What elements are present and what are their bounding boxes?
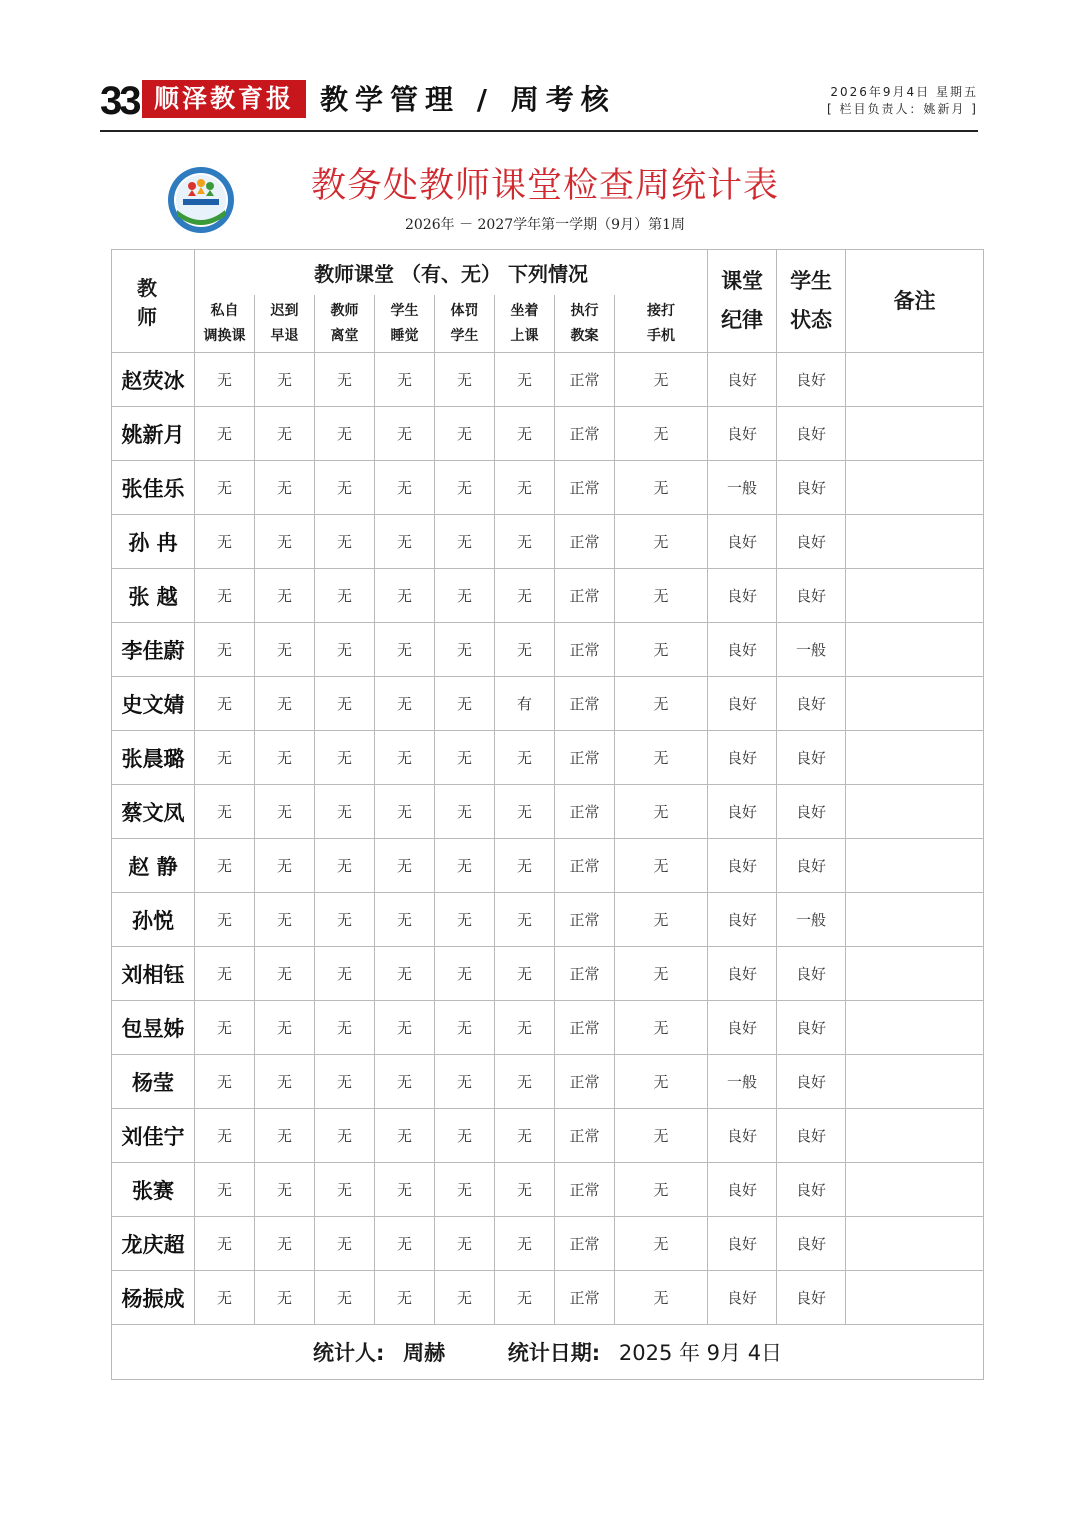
condition-cell: 正常 bbox=[555, 731, 615, 785]
table-row bbox=[112, 731, 984, 785]
condition-cell: 无 bbox=[435, 677, 495, 731]
condition-cell: 无 bbox=[255, 947, 315, 1001]
condition-cell: 无 bbox=[495, 407, 555, 461]
condition-cell: 无 bbox=[375, 1055, 435, 1109]
remarks-cell bbox=[846, 731, 984, 785]
condition-cell: 无 bbox=[435, 1163, 495, 1217]
condition-cell: 无 bbox=[495, 623, 555, 677]
column-editor: [ 栏目负责人：姚新月 ] bbox=[827, 102, 978, 116]
subheader-cell: 教师 离堂 bbox=[315, 295, 375, 353]
condition-cell: 无 bbox=[495, 1109, 555, 1163]
teacher-name: 杨莹 bbox=[112, 1055, 195, 1109]
condition-cell: 无 bbox=[375, 623, 435, 677]
condition-cell: 无 bbox=[435, 461, 495, 515]
condition-cell: 无 bbox=[435, 947, 495, 1001]
header-teacher: 教 师 bbox=[112, 250, 195, 353]
condition-cell: 无 bbox=[375, 1001, 435, 1055]
status-cell: 良好 bbox=[777, 461, 846, 515]
condition-cell: 正常 bbox=[555, 1055, 615, 1109]
discipline-cell: 良好 bbox=[708, 1217, 777, 1271]
condition-cell: 无 bbox=[195, 731, 255, 785]
table-row bbox=[112, 1271, 984, 1325]
condition-cell: 无 bbox=[255, 1055, 315, 1109]
condition-cell: 正常 bbox=[555, 1163, 615, 1217]
issue-info bbox=[827, 84, 978, 118]
table-row bbox=[112, 839, 984, 893]
condition-cell: 无 bbox=[615, 677, 708, 731]
condition-cell: 无 bbox=[615, 1271, 708, 1325]
remarks-cell bbox=[846, 947, 984, 1001]
condition-cell: 无 bbox=[615, 1001, 708, 1055]
condition-cell: 无 bbox=[375, 1217, 435, 1271]
teacher-name: 刘佳宁 bbox=[112, 1109, 195, 1163]
condition-cell: 正常 bbox=[555, 677, 615, 731]
condition-cell: 无 bbox=[375, 785, 435, 839]
condition-cell: 无 bbox=[495, 515, 555, 569]
teacher-name: 张佳乐 bbox=[112, 461, 195, 515]
condition-cell: 无 bbox=[435, 839, 495, 893]
status-cell: 良好 bbox=[777, 677, 846, 731]
subheader-cell: 体罚 学生 bbox=[435, 295, 495, 353]
condition-cell: 无 bbox=[255, 893, 315, 947]
condition-cell: 无 bbox=[255, 1217, 315, 1271]
condition-cell: 无 bbox=[195, 839, 255, 893]
status-cell: 良好 bbox=[777, 1217, 846, 1271]
newspaper-brand: 顺泽教育报 bbox=[142, 80, 306, 118]
condition-cell: 无 bbox=[255, 407, 315, 461]
condition-cell: 无 bbox=[615, 947, 708, 1001]
teacher-name: 李佳蔚 bbox=[112, 623, 195, 677]
page-number: 33 bbox=[100, 79, 139, 123]
condition-cell: 无 bbox=[255, 569, 315, 623]
remarks-cell bbox=[846, 461, 984, 515]
document-subtitle: 2026年 － 2027学年第一学期（9月）第1周 bbox=[405, 217, 685, 233]
condition-cell: 无 bbox=[375, 731, 435, 785]
table-footer bbox=[112, 1325, 984, 1380]
status-cell: 良好 bbox=[777, 1163, 846, 1217]
condition-cell: 无 bbox=[495, 839, 555, 893]
condition-cell: 无 bbox=[255, 839, 315, 893]
document-title: 教务处教师课堂检查周统计表 bbox=[310, 166, 779, 206]
discipline-cell: 一般 bbox=[708, 1055, 777, 1109]
condition-cell: 无 bbox=[495, 461, 555, 515]
condition-cell: 无 bbox=[615, 1055, 708, 1109]
remarks-cell bbox=[846, 1163, 984, 1217]
teacher-name: 赵荧冰 bbox=[112, 353, 195, 407]
condition-cell: 无 bbox=[615, 623, 708, 677]
condition-cell: 无 bbox=[195, 1163, 255, 1217]
condition-cell: 正常 bbox=[555, 839, 615, 893]
condition-cell: 无 bbox=[615, 569, 708, 623]
condition-cell: 无 bbox=[255, 1001, 315, 1055]
condition-cell: 无 bbox=[495, 893, 555, 947]
condition-cell: 正常 bbox=[555, 1109, 615, 1163]
condition-cell: 无 bbox=[615, 839, 708, 893]
teacher-name: 龙庆超 bbox=[112, 1217, 195, 1271]
condition-cell: 无 bbox=[615, 893, 708, 947]
discipline-cell: 良好 bbox=[708, 1163, 777, 1217]
teacher-name: 姚新月 bbox=[112, 407, 195, 461]
condition-cell: 有 bbox=[495, 677, 555, 731]
condition-cell: 无 bbox=[195, 785, 255, 839]
remarks-cell bbox=[846, 353, 984, 407]
condition-cell: 无 bbox=[315, 1271, 375, 1325]
status-cell: 良好 bbox=[777, 731, 846, 785]
discipline-cell: 良好 bbox=[708, 731, 777, 785]
table-row bbox=[112, 893, 984, 947]
condition-cell: 无 bbox=[375, 1163, 435, 1217]
condition-cell: 无 bbox=[255, 1109, 315, 1163]
subheader-cell: 私自 调换课 bbox=[195, 295, 255, 353]
condition-cell: 无 bbox=[435, 515, 495, 569]
subheader-cell: 执行 教案 bbox=[555, 295, 615, 353]
discipline-cell: 良好 bbox=[708, 623, 777, 677]
condition-cell: 正常 bbox=[555, 785, 615, 839]
subheader-cell: 学生 睡觉 bbox=[375, 295, 435, 353]
condition-cell: 无 bbox=[255, 623, 315, 677]
subheader-cell: 迟到 早退 bbox=[255, 295, 315, 353]
status-cell: 一般 bbox=[777, 623, 846, 677]
condition-cell: 无 bbox=[315, 677, 375, 731]
subheader-cell: 接打 手机 bbox=[615, 295, 708, 353]
condition-cell: 无 bbox=[495, 1217, 555, 1271]
status-cell: 良好 bbox=[777, 785, 846, 839]
condition-cell: 无 bbox=[375, 893, 435, 947]
remarks-cell bbox=[846, 1271, 984, 1325]
discipline-cell: 良好 bbox=[708, 1109, 777, 1163]
stat-person-label: 统计人: bbox=[312, 1341, 385, 1365]
condition-cell: 无 bbox=[255, 1271, 315, 1325]
condition-cell: 无 bbox=[315, 947, 375, 1001]
condition-cell: 无 bbox=[195, 515, 255, 569]
remarks-cell bbox=[846, 407, 984, 461]
condition-cell: 无 bbox=[495, 785, 555, 839]
section-title: 教学管理 / 周考核 bbox=[320, 83, 616, 116]
condition-cell: 无 bbox=[195, 947, 255, 1001]
condition-cell: 无 bbox=[615, 515, 708, 569]
status-cell: 一般 bbox=[777, 893, 846, 947]
condition-cell: 无 bbox=[195, 461, 255, 515]
stat-date-value: 2025 年 9月 4日 bbox=[618, 1341, 783, 1365]
status-cell: 良好 bbox=[777, 1055, 846, 1109]
teacher-name: 张晨璐 bbox=[112, 731, 195, 785]
condition-cell: 无 bbox=[615, 461, 708, 515]
condition-cell: 无 bbox=[195, 1109, 255, 1163]
condition-cell: 无 bbox=[435, 893, 495, 947]
condition-cell: 无 bbox=[195, 407, 255, 461]
table-body bbox=[112, 353, 984, 1325]
remarks-cell bbox=[846, 1001, 984, 1055]
condition-cell: 正常 bbox=[555, 893, 615, 947]
stat-person-name: 周赫 bbox=[403, 1341, 446, 1365]
discipline-cell: 良好 bbox=[708, 515, 777, 569]
remarks-cell bbox=[846, 785, 984, 839]
condition-cell: 无 bbox=[375, 407, 435, 461]
condition-cell: 正常 bbox=[555, 1271, 615, 1325]
status-cell: 良好 bbox=[777, 353, 846, 407]
condition-cell: 无 bbox=[435, 1001, 495, 1055]
condition-cell: 无 bbox=[435, 785, 495, 839]
condition-cell: 无 bbox=[435, 353, 495, 407]
condition-cell: 无 bbox=[315, 515, 375, 569]
condition-cell: 无 bbox=[375, 1109, 435, 1163]
condition-cell: 无 bbox=[315, 1055, 375, 1109]
remarks-cell bbox=[846, 515, 984, 569]
remarks-cell bbox=[846, 1055, 984, 1109]
teacher-name: 杨振成 bbox=[112, 1271, 195, 1325]
table-row bbox=[112, 1109, 984, 1163]
condition-cell: 无 bbox=[435, 731, 495, 785]
classroom-inspection-table bbox=[111, 249, 984, 1380]
condition-cell: 无 bbox=[375, 839, 435, 893]
condition-cell: 无 bbox=[315, 569, 375, 623]
condition-cell: 无 bbox=[375, 677, 435, 731]
header-student-status: 学生 状态 bbox=[777, 250, 846, 353]
table-row bbox=[112, 677, 984, 731]
condition-cell: 无 bbox=[495, 1055, 555, 1109]
subheader-cell: 坐着 上课 bbox=[495, 295, 555, 353]
condition-cell: 无 bbox=[495, 947, 555, 1001]
discipline-cell: 一般 bbox=[708, 461, 777, 515]
condition-cell: 无 bbox=[255, 515, 315, 569]
condition-cell: 无 bbox=[615, 407, 708, 461]
teacher-name: 刘相钰 bbox=[112, 947, 195, 1001]
remarks-cell bbox=[846, 677, 984, 731]
teacher-name: 赵 静 bbox=[112, 839, 195, 893]
masthead bbox=[100, 78, 978, 132]
condition-cell: 无 bbox=[315, 785, 375, 839]
condition-cell: 无 bbox=[315, 1163, 375, 1217]
condition-cell: 无 bbox=[435, 569, 495, 623]
condition-cell: 无 bbox=[195, 677, 255, 731]
condition-cell: 无 bbox=[195, 893, 255, 947]
teacher-name: 孙 冉 bbox=[112, 515, 195, 569]
condition-cell: 无 bbox=[255, 731, 315, 785]
status-cell: 良好 bbox=[777, 569, 846, 623]
discipline-cell: 良好 bbox=[708, 1001, 777, 1055]
condition-cell: 无 bbox=[615, 1109, 708, 1163]
condition-cell: 无 bbox=[255, 785, 315, 839]
condition-cell: 正常 bbox=[555, 407, 615, 461]
table-row bbox=[112, 1055, 984, 1109]
remarks-cell bbox=[846, 1217, 984, 1271]
teacher-name: 蔡文凤 bbox=[112, 785, 195, 839]
discipline-cell: 良好 bbox=[708, 353, 777, 407]
condition-cell: 无 bbox=[195, 1217, 255, 1271]
remarks-cell bbox=[846, 569, 984, 623]
condition-cell: 无 bbox=[315, 893, 375, 947]
condition-cell: 无 bbox=[435, 1055, 495, 1109]
condition-cell: 正常 bbox=[555, 623, 615, 677]
condition-cell: 无 bbox=[255, 677, 315, 731]
teacher-name: 张 越 bbox=[112, 569, 195, 623]
teacher-name: 包昱姊 bbox=[112, 1001, 195, 1055]
table-row bbox=[112, 623, 984, 677]
condition-cell: 无 bbox=[315, 1217, 375, 1271]
teacher-name: 张赛 bbox=[112, 1163, 195, 1217]
status-cell: 良好 bbox=[777, 515, 846, 569]
remarks-cell bbox=[846, 839, 984, 893]
condition-cell: 无 bbox=[315, 407, 375, 461]
table-row bbox=[112, 407, 984, 461]
header-discipline: 课堂 纪律 bbox=[708, 250, 777, 353]
condition-cell: 无 bbox=[375, 569, 435, 623]
condition-cell: 无 bbox=[195, 1271, 255, 1325]
condition-cell: 无 bbox=[615, 353, 708, 407]
condition-cell: 无 bbox=[375, 1271, 435, 1325]
table-row bbox=[112, 461, 984, 515]
condition-cell: 无 bbox=[435, 623, 495, 677]
condition-cell: 无 bbox=[315, 461, 375, 515]
condition-cell: 无 bbox=[255, 353, 315, 407]
condition-cell: 无 bbox=[315, 1109, 375, 1163]
condition-cell: 无 bbox=[375, 353, 435, 407]
status-cell: 良好 bbox=[777, 947, 846, 1001]
discipline-cell: 良好 bbox=[708, 893, 777, 947]
condition-cell: 无 bbox=[195, 353, 255, 407]
table-row bbox=[112, 1217, 984, 1271]
discipline-cell: 良好 bbox=[708, 947, 777, 1001]
condition-cell: 正常 bbox=[555, 353, 615, 407]
condition-cell: 无 bbox=[315, 353, 375, 407]
condition-cell: 无 bbox=[495, 1163, 555, 1217]
condition-cell: 无 bbox=[315, 1001, 375, 1055]
condition-cell: 正常 bbox=[555, 461, 615, 515]
teacher-name: 史文婧 bbox=[112, 677, 195, 731]
condition-cell: 无 bbox=[195, 623, 255, 677]
condition-cell: 无 bbox=[615, 785, 708, 839]
discipline-cell: 良好 bbox=[708, 569, 777, 623]
condition-cell: 无 bbox=[315, 839, 375, 893]
remarks-cell bbox=[846, 893, 984, 947]
condition-cell: 无 bbox=[435, 1109, 495, 1163]
issue-date: 2026年9月4日 星期五 bbox=[830, 85, 978, 99]
stat-date-label: 统计日期: bbox=[507, 1341, 601, 1365]
remarks-cell bbox=[846, 623, 984, 677]
table-row bbox=[112, 515, 984, 569]
table-row bbox=[112, 1001, 984, 1055]
condition-cell: 无 bbox=[195, 1001, 255, 1055]
discipline-cell: 良好 bbox=[708, 1271, 777, 1325]
discipline-cell: 良好 bbox=[708, 785, 777, 839]
header-classroom-conditions: 教师课堂 （有、无） 下列情况 bbox=[195, 250, 708, 296]
condition-cell: 正常 bbox=[555, 569, 615, 623]
table-row bbox=[112, 785, 984, 839]
condition-cell: 无 bbox=[435, 1271, 495, 1325]
condition-cell: 正常 bbox=[555, 1217, 615, 1271]
discipline-cell: 良好 bbox=[708, 407, 777, 461]
table-row bbox=[112, 569, 984, 623]
condition-cell: 正常 bbox=[555, 515, 615, 569]
remarks-cell bbox=[846, 1109, 984, 1163]
condition-cell: 无 bbox=[255, 1163, 315, 1217]
condition-cell: 无 bbox=[375, 947, 435, 1001]
condition-cell: 正常 bbox=[555, 1001, 615, 1055]
condition-cell: 无 bbox=[615, 1217, 708, 1271]
table-row bbox=[112, 1163, 984, 1217]
condition-cell: 无 bbox=[315, 623, 375, 677]
condition-cell: 无 bbox=[195, 1055, 255, 1109]
table-row bbox=[112, 353, 984, 407]
condition-cell: 无 bbox=[495, 731, 555, 785]
school-logo-icon bbox=[167, 166, 235, 234]
condition-cell: 无 bbox=[255, 461, 315, 515]
table-row bbox=[112, 947, 984, 1001]
condition-cell: 无 bbox=[375, 461, 435, 515]
condition-cell: 无 bbox=[495, 569, 555, 623]
condition-cell: 无 bbox=[315, 731, 375, 785]
discipline-cell: 良好 bbox=[708, 677, 777, 731]
discipline-cell: 良好 bbox=[708, 839, 777, 893]
condition-cell: 无 bbox=[495, 353, 555, 407]
status-cell: 良好 bbox=[777, 407, 846, 461]
header-remarks: 备注 bbox=[846, 250, 984, 353]
status-cell: 良好 bbox=[777, 1001, 846, 1055]
condition-cell: 无 bbox=[195, 569, 255, 623]
condition-cell: 无 bbox=[615, 731, 708, 785]
condition-cell: 无 bbox=[435, 407, 495, 461]
condition-cell: 无 bbox=[615, 1163, 708, 1217]
condition-cell: 无 bbox=[495, 1001, 555, 1055]
condition-cell: 无 bbox=[435, 1217, 495, 1271]
teacher-name: 孙悦 bbox=[112, 893, 195, 947]
condition-cell: 正常 bbox=[555, 947, 615, 1001]
condition-cell: 无 bbox=[375, 515, 435, 569]
status-cell: 良好 bbox=[777, 1109, 846, 1163]
status-cell: 良好 bbox=[777, 839, 846, 893]
status-cell: 良好 bbox=[777, 1271, 846, 1325]
condition-cell: 无 bbox=[495, 1271, 555, 1325]
